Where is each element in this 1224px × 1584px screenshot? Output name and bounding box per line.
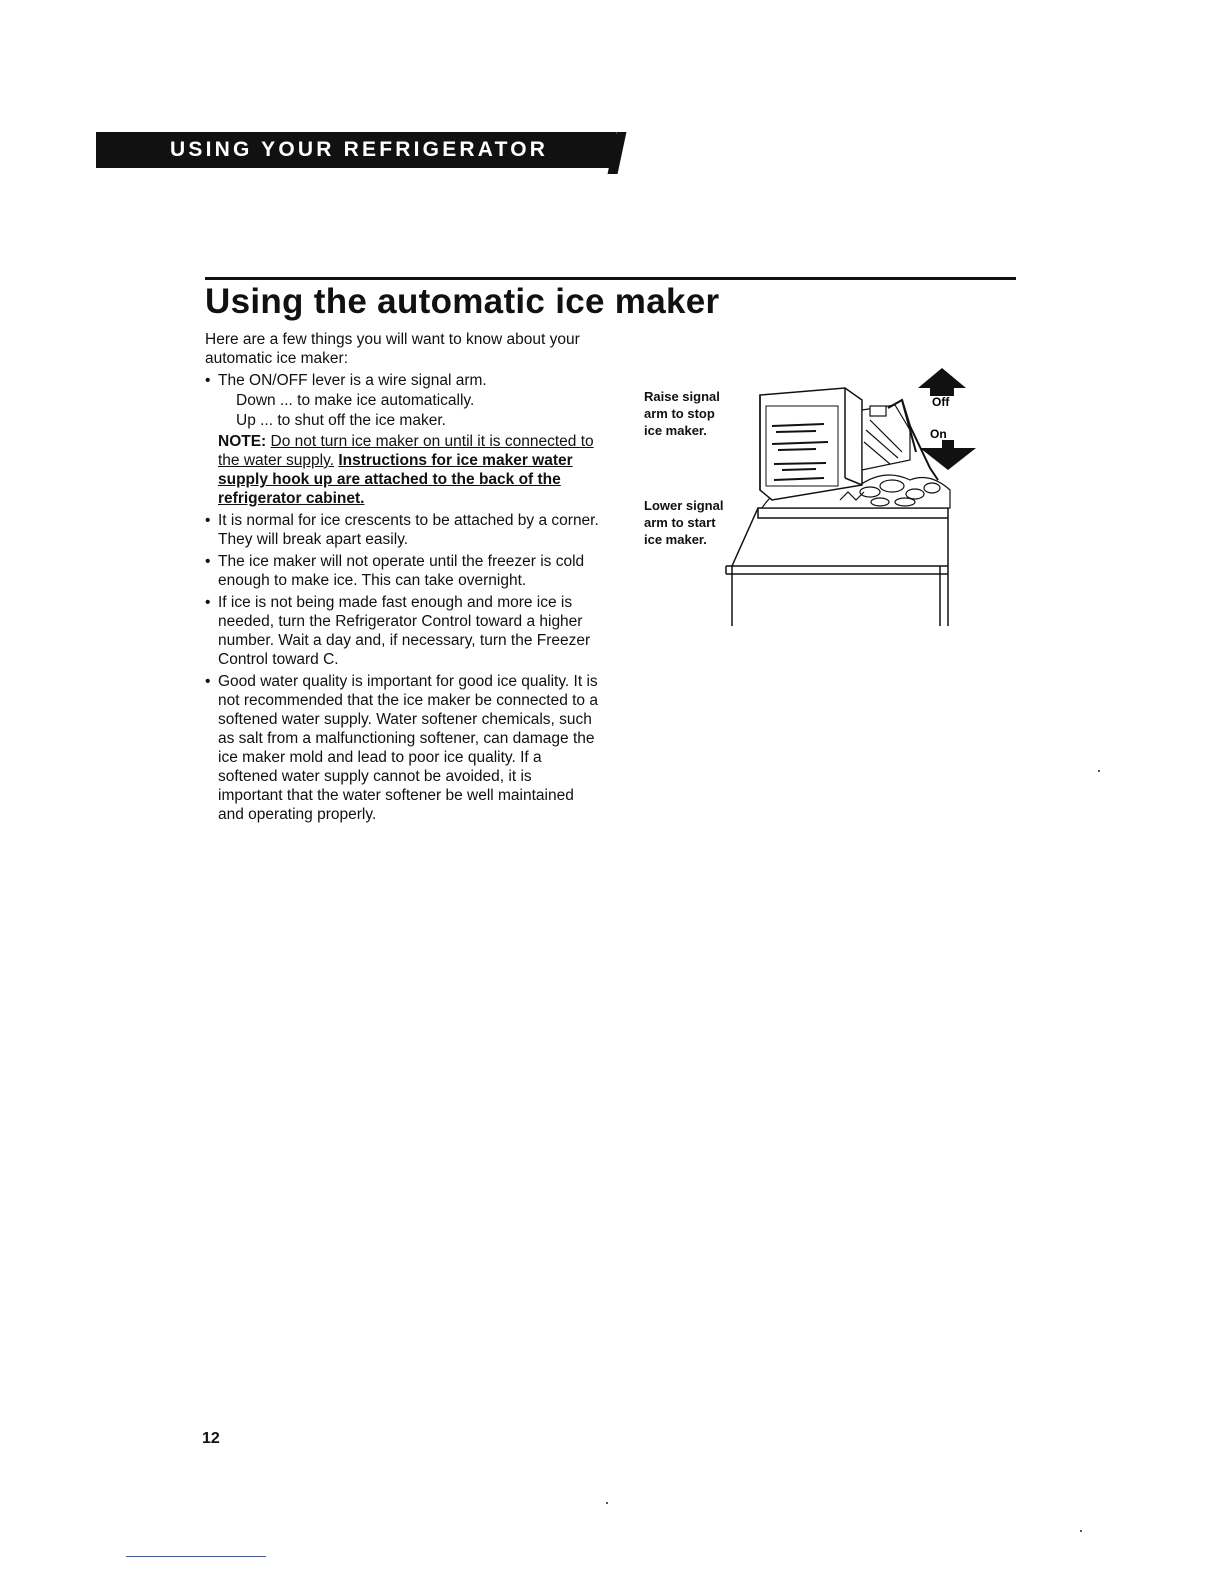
- caption-lower-arm: Lower signal arm to start ice maker.: [644, 498, 724, 547]
- freezer-cabinet: [726, 508, 948, 626]
- section-header-title: USING YOUR REFRIGERATOR: [170, 138, 549, 161]
- title-rule: [205, 277, 1016, 280]
- list-item: [205, 511, 600, 549]
- scan-speck: [606, 1502, 608, 1504]
- note: [218, 432, 600, 508]
- list-item: [205, 371, 600, 508]
- bullet-icon: •: [205, 553, 211, 570]
- body-text: [205, 330, 600, 824]
- caption-raise-arm: Raise signal arm to stop ice maker.: [644, 389, 720, 438]
- lever-up-text: Up ... to shut off the ice maker.: [236, 412, 446, 429]
- bullet-text: If ice is not being made fast enough and more ice is needed, turn the Refrigerator Control toward a higher number. Wait a day and, if necessary, turn the Freezer Control toward C.: [218, 594, 591, 668]
- bullet-text: Good water quality is important for good ice quality. It is not recommended that the ice maker be connected to a softened water supply. Water softener chemicals, such as salt from a malfunctioning softener, can damage the ice maker mold and lead to poor ice quality. If a softened water supply cannot be avoided, it is important that the water softener be well maintained and operating properly.: [218, 673, 598, 823]
- bullet-icon: •: [205, 673, 211, 690]
- lever-down-text: Down ... to make ice automatically.: [236, 392, 475, 409]
- on-label: On: [930, 427, 947, 441]
- ice-maker-drawing: [720, 360, 985, 632]
- intro-paragraph: Here are a few things you will want to know about your automatic ice maker:: [205, 331, 580, 367]
- header-bar-slant: [608, 132, 627, 174]
- page-number: 12: [202, 1430, 220, 1447]
- lever-instructions: [218, 391, 600, 430]
- page-title: Using the automatic ice maker: [205, 282, 720, 321]
- off-label: Off: [932, 395, 950, 409]
- bullet-text: The ice maker will not operate until the freezer is cold enough to make ice. This can take overnight.: [218, 553, 585, 589]
- note-instructions: Instructions for ice maker water supply hook up are attached to the back of the refrigerator cabinet.: [218, 452, 573, 507]
- bullet-text: It is normal for ice crescents to be attached by a corner. They will break apart easily.: [218, 512, 599, 548]
- lever-text: The ON/OFF lever is a wire signal arm.: [218, 372, 487, 389]
- scan-speck: [1080, 1530, 1082, 1532]
- ice-mold: [862, 405, 910, 470]
- ice-maker-illustration: [720, 360, 985, 632]
- bullet-icon: •: [205, 372, 211, 389]
- list-item: [205, 593, 600, 669]
- bullet-icon: •: [205, 512, 211, 529]
- note-warning: Do not turn ice maker on until it is connected to the water supply.: [218, 433, 594, 469]
- bullet-list: [205, 371, 600, 824]
- list-item: [205, 672, 600, 824]
- list-item: [205, 552, 600, 590]
- scan-speck: [1098, 770, 1100, 772]
- footer-line: [126, 1556, 266, 1557]
- section-header-bar: [96, 132, 616, 168]
- note-label: NOTE:: [218, 433, 267, 450]
- off-arrow-icon: [918, 368, 966, 396]
- bullet-icon: •: [205, 594, 211, 611]
